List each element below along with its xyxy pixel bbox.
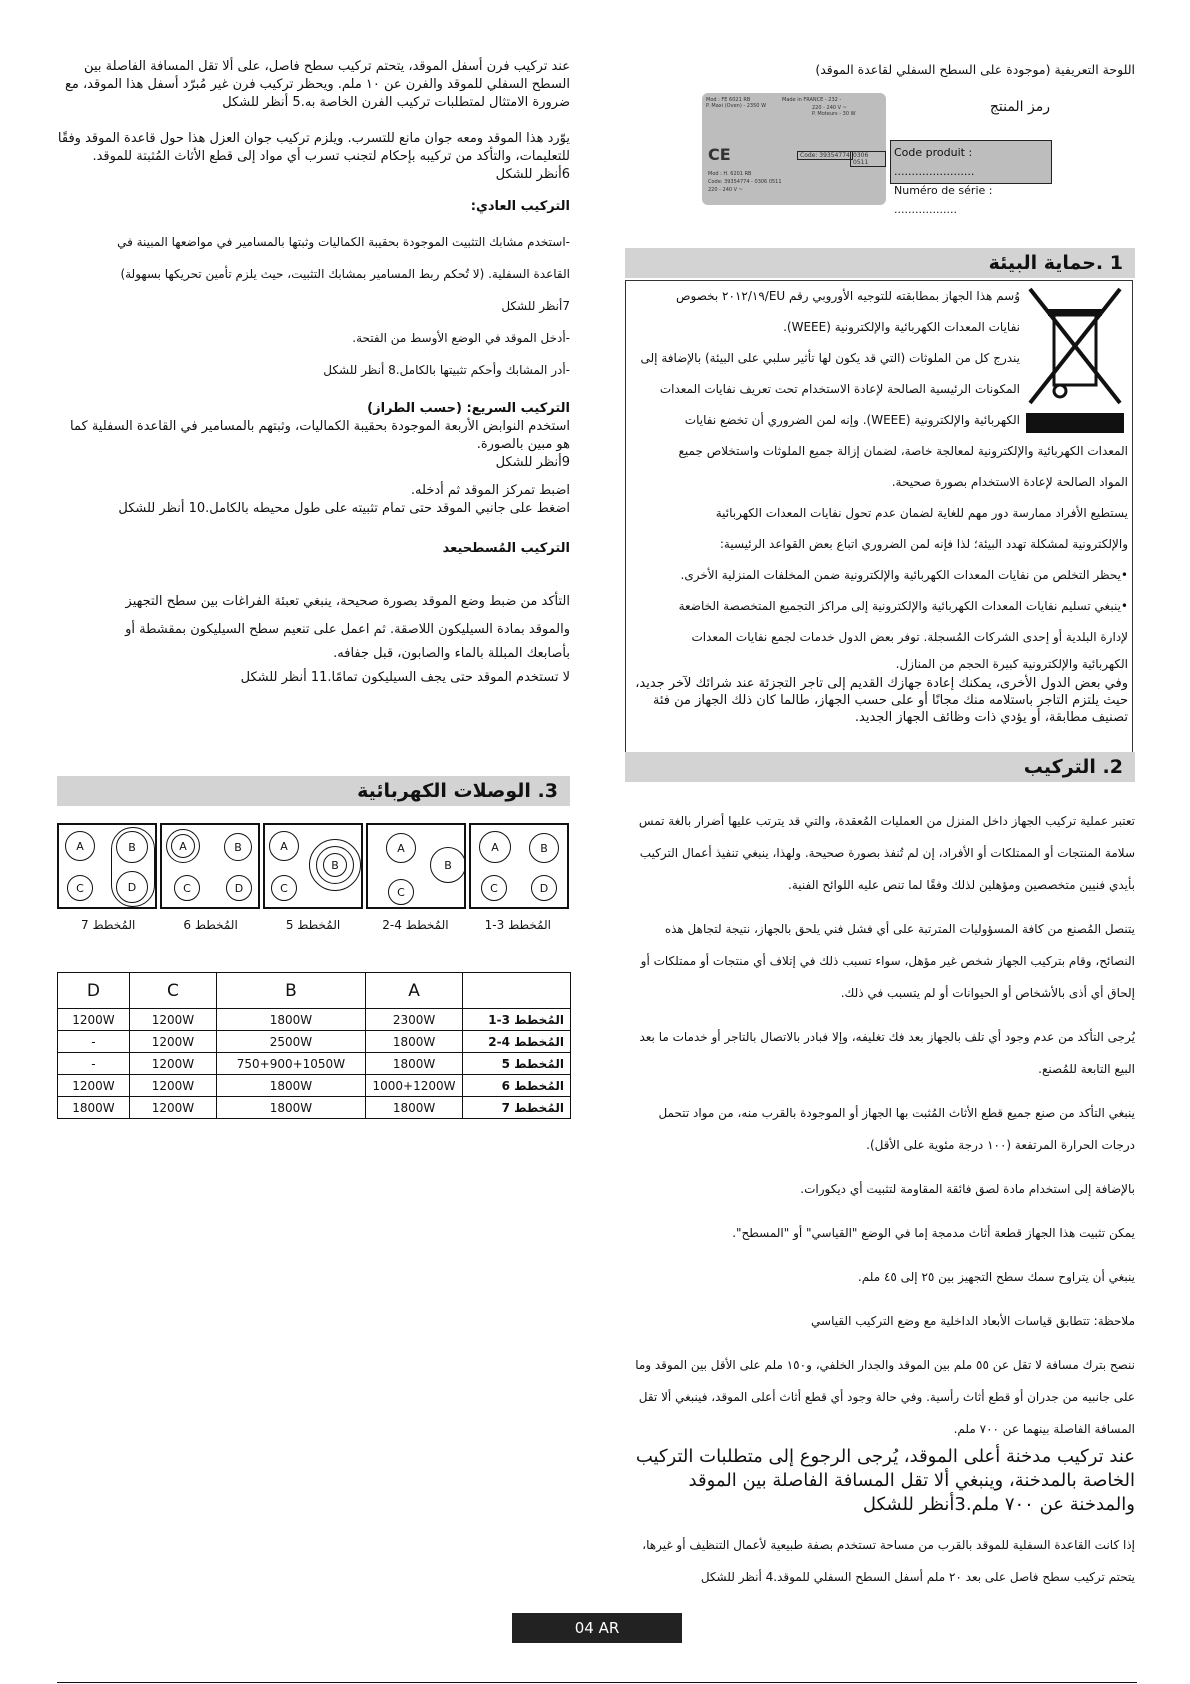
plate-line: Mod : FE 6021 RB: [706, 97, 751, 103]
plate-line: Code: 39354774 - 0306 0511: [708, 179, 782, 185]
table-cell: 750+900+1050W: [217, 1053, 366, 1075]
zone-a-outer: [166, 829, 200, 863]
table-cell: -: [58, 1053, 130, 1075]
hob-diagrams: [57, 823, 569, 909]
table-cell: المُخطط 5: [463, 1053, 571, 1075]
env-line: الكهربائية والإلكترونية كبيرة الحجم من المنازل.: [895, 657, 1128, 671]
install-para: ينبغي أن يتراوح سمك سطح التجهيز بين ٢٥ إلى ٤٥ ملم.: [857, 1270, 1135, 1284]
install-para: يتنصل المُصنع من كافة المسؤوليات المترتبة على أي فشل فني يلحق بالجهاز، نتيجة لتجاهل هذه النصائح، وقام بتركيب الجهاز شخص غير مؤهل، سواء تسبب ذلك في إتلاف أي منتجات أو ممتلكات أو إلحاق أي أذى بالأشخاص أو الحيوانات أو لم يتسبب في ذلك.: [640, 922, 1135, 1000]
install-para: ننصح بترك مسافة لا تقل عن ٥٥ ملم بين الموقد والجدار الخلفي، و١٥٠ ملم على الأقل بين الموقد وما على جانبيه من جدران أو قطع أثاث رأسية. وفي حالة وجود أي قطع أثاث أعلى الموقد، فينبغي ألا تقل المسافة الفاصلة بينهما عن ٧٠٠ ملم.: [635, 1358, 1135, 1436]
installation-text: [625, 805, 1135, 1593]
zone-b: B: [430, 847, 466, 883]
env-line: المعدات الكهربائية والإلكترونية لمعالجة خاصة، لضمان إزالة جميع الملوثات واستخلاص جميع: [678, 444, 1128, 458]
step: -استخدم مشابك التثبيت الموجودة بحقيبة الكماليات وثبتها بالمسامير في مواضعها المبينة في: [117, 235, 570, 249]
table-row: [58, 1009, 571, 1031]
flush-install-title: التركيب المُسطحيعد: [442, 541, 570, 556]
zone-d: D: [116, 871, 148, 903]
zone-b: B: [224, 833, 252, 861]
quick-fig: 9أنظر للشكل: [495, 455, 570, 470]
install-para: ينبغي التأكد من صنع جميع قطع الأثاث المُثبت بها الجهاز أو الموجودة بالقرب منه، من مواد تتحمل درجات الحرارة المرتفعة (١٠٠ درجة مئوية على الأقل).: [658, 1106, 1135, 1152]
table-row: [58, 1053, 571, 1075]
flush-line: والموقد بمادة السيليكون اللاصقة. ثم اعمل على تنعيم سطح السيليكون بمقشطة أو: [125, 622, 570, 637]
plate-line: Code: 39354774: [797, 151, 853, 160]
install-para: تعتبر عملية تركيب الجهاز داخل المنزل من العمليات المُعقدة، والتي قد يترتب عليها أضرار بالغة تمس سلامة المنتجات أو الممتلكات أو الأفراد، إن لم تُنفذ بصورة صحيحة. ولهذا، ينبغي تنفيذ أعمال التركيب بأيدي فنيين متخصصين ومؤهلين لذلك وفقًا لما تنص عليه اللوائح الفنية.: [638, 814, 1135, 892]
section-electrical-title: 3. الوصلات الكهربائية: [57, 776, 570, 806]
table-cell: 1800W: [365, 1097, 462, 1119]
section-environment-title: 1 .حماية البيئة: [625, 248, 1135, 278]
diagram-label: المُخطط 7: [81, 918, 136, 932]
env-line: المكونات الرئيسية الصالحة لإعادة الاستخدام تحت تعريف نفايات المعدات: [659, 382, 1020, 396]
env-top-text: [630, 281, 1020, 436]
zone-a: A: [269, 831, 299, 861]
install-para: بالإضافة إلى استخدام مادة لصق فائقة المقاومة لتثبيت أي ديكورات.: [800, 1182, 1135, 1196]
oven-para: عند تركيب فرن أسفل الموقد، يتحتم تركيب سطح فاصل، على ألا تقل المسافة الفاصلة بين السطح السفلي للموقد والفرن عن ١٠ ملم. ويحظر تركيب فرن غير مُبرّد أسفل هذا الموقد، مع ضرورة الامتثال لمتطلبات تركيب الفرن الخاصة به.5 أنظر للشكل: [64, 59, 570, 110]
env-tail: وفي بعض الدول الأخرى، يمكنك إعادة جهازك القديم إلى تاجر التجزئة عند شرائك لآخر جديد، حيث يلتزم التاجر باستلامه منك مجانًا أو على حسب الجهاز، طالما كان ذلك الجهاز من فئة تصنيف مطابقة، أو يؤدي ذات وظائف الجهاز الجديد.: [635, 676, 1128, 725]
table-cell: 1200W: [58, 1075, 130, 1097]
diagram-5: [263, 823, 363, 909]
plate-line: P. Moteurs - 30 W: [812, 111, 856, 117]
normal-install-steps: [57, 226, 570, 386]
env-body-text: [630, 436, 1128, 726]
plate-line: 220 - 240 V ~: [812, 105, 847, 111]
footer-rule: [57, 1682, 1137, 1683]
table-cell: المُخطط 6: [463, 1075, 571, 1097]
diagram-4-2: [366, 823, 466, 909]
table-cell: 1800W: [365, 1031, 462, 1053]
zone-b: B: [323, 853, 347, 877]
zone-a: A: [171, 834, 195, 858]
plate-line: 0306 0511: [850, 151, 886, 167]
table-cell: 1000+1200W: [365, 1075, 462, 1097]
table-cell: المُخطط 7: [463, 1097, 571, 1119]
env-line: نفايات المعدات الكهربائية والإلكترونية (WEEE).: [783, 320, 1020, 334]
install-para: يُرجى التأكد من عدم وجود أي تلف بالجهاز بعد فك تغليفه، وإلا فبادر بالاتصال بالتاجر أو خدمات ما بعد البيع التابعة للمُصنع.: [639, 1030, 1135, 1076]
col-layout: [463, 973, 571, 1009]
plate-line: 220 - 240 V ~: [708, 187, 743, 193]
zone-d: D: [226, 875, 252, 901]
table-cell: 1200W: [58, 1009, 130, 1031]
product-code-label: رمز المنتج: [989, 99, 1050, 115]
plate-line: Made in FRANCE - 232 -: [782, 97, 842, 103]
code-produit: Code produit : .......................: [894, 146, 975, 178]
environment-box: [625, 280, 1133, 760]
section-installation-title: 2. التركيب: [625, 752, 1135, 782]
install-para: ملاحظة: تتطابق قياسات الأبعاد الداخلية مع وضع التركيب القياسي: [811, 1314, 1135, 1328]
diagram-labels: [57, 918, 569, 932]
step: -أدخل الموقد في الوضع الأوسط من الفتحة.: [352, 331, 570, 345]
table-row: [58, 1031, 571, 1053]
step: -أدر المشابك وأحكم تثبيتها بالكامل.8 أنظر للشكل: [323, 363, 570, 377]
table-cell: المُخطط 4-2: [463, 1031, 571, 1053]
press-text: اضغط على جانبي الموقد حتى تمام تثبيته على طول محيطه بالكامل.10 أنظر للشكل: [118, 501, 570, 516]
env-line: لإدارة البلدية أو إحدى الشركات المُسجلة. توفر بعض الدول خدمات لجمع نفايات المعدات: [691, 630, 1128, 644]
zone-a: A: [479, 831, 511, 863]
table-cell: 1800W: [217, 1009, 366, 1031]
zone-b: B: [529, 833, 559, 863]
env-line: والإلكترونية لمشكلة تهدد البيئة؛ لذا فإنه لمن الضروري اتباع بعض القواعد الرئيسية:: [719, 537, 1128, 551]
table-cell: 1800W: [58, 1097, 130, 1119]
zone-c: C: [388, 879, 414, 905]
env-line: وُسم هذا الجهاز بمطابقته للتوجيه الأوروبي رقم EU/٢٠١٢/١٩ بخصوص: [676, 289, 1020, 303]
env-line: •ينبغي تسليم نفايات المعدات الكهربائية والإلكترونية إلى مراكز التجميع المتخصصة الخاضعة: [678, 599, 1128, 613]
col-d: D: [58, 973, 130, 1009]
env-line: يندرج كل من الملوثات (التي قد يكون لها تأثير سلبي على البيئة) بالإضافة إلى: [640, 351, 1020, 365]
step: 7أنظر للشكل: [501, 299, 570, 313]
plate-line: P. Maxi (Oven) - 2350 W: [706, 103, 767, 109]
install-para: إذا كانت القاعدة السفلية للموقد بالقرب من مساحة تستخدم بصفة طبيعية لأعمال التنظيف أو غيرها، يتحتم تركيب سطح فاصل على بعد ٢٠ ملم أسفل السطح السفلي للموقد.4 أنظر للشكل: [642, 1538, 1135, 1584]
col-a: A: [365, 973, 462, 1009]
table-cell: 1200W: [129, 1031, 216, 1053]
table-cell: 1800W: [365, 1053, 462, 1075]
table-row: [58, 1075, 571, 1097]
col-c: C: [129, 973, 216, 1009]
numero-serie: Numéro de série : ..................: [894, 184, 993, 216]
zone-a: A: [386, 833, 416, 863]
diagram-7: [57, 823, 157, 909]
table-cell: 1200W: [129, 1009, 216, 1031]
table-cell: 2500W: [217, 1031, 366, 1053]
table-cell: 2300W: [365, 1009, 462, 1031]
diagram-label: المُخطط 5: [285, 918, 341, 932]
flush-line: بأصابعك المبللة بالماء والصابون، قبل جفافه.: [333, 646, 570, 661]
diagram-label: المُخطط 4-2: [382, 918, 449, 932]
chimney-note: عند تركيب مدخنة أعلى الموقد، يُرجى الرجوع إلى متطلبات التركيب الخاصة بالمدخنة، وينبغي ألا تقل المسافة الفاصلة بين الموقد والمدخنة عن ٧٠٠ ملم.3أنظر للشكل: [635, 1446, 1135, 1515]
zone-b: B: [116, 831, 148, 863]
flush-text: [57, 588, 570, 692]
table-cell: 1800W: [217, 1075, 366, 1097]
quick-install-title: التركيب السريع: (حسب الطراز): [367, 401, 570, 416]
crossed-bin-icon: [1026, 285, 1124, 435]
table-cell: 1200W: [129, 1053, 216, 1075]
zone-d: D: [531, 875, 557, 901]
center-text: اضبط تمركز الموقد ثم أدخله.: [410, 483, 570, 498]
col-b: B: [217, 973, 366, 1009]
env-line: •يحظر التخلص من نفايات المعدات الكهربائية والإلكترونية ضمن المخلفات المنزلية الأخرى.: [680, 568, 1128, 582]
flush-line: لا تستخدم الموقد حتى يجف السيليكون تمامًا.11 أنظر للشكل: [240, 670, 570, 685]
table-row: [58, 1097, 571, 1119]
normal-install-title: التركيب العادي:: [470, 199, 570, 214]
rating-heading: اللوحة التعريفية (موجودة على السطح السفلي لقاعدة الموقد): [815, 62, 1135, 77]
zone-c: C: [174, 875, 200, 901]
plate-line: Mod : H. 6201 RB: [708, 171, 752, 177]
zone-b-outer: [309, 839, 361, 891]
diagram-6: [160, 823, 260, 909]
table-cell: -: [58, 1031, 130, 1053]
seal-para: يوّرد هذا الموقد ومعه جوان مانع للتسرب. ويلزم تركيب جوان العزل هذا حول قاعدة الموقد وفقًا للتعليمات، والتأكد من تركيبه بإحكام لتجنب تسرب أي مواد إلى قطع الأثاث المُثبتة للموقد. 6أنظر للشكل: [57, 131, 570, 182]
env-line: المواد الصالحة لإعادة الاستخدام بصورة صحيحة.: [891, 475, 1128, 489]
zone-c: C: [481, 875, 507, 901]
diagram-label: المُخطط 6: [183, 918, 238, 932]
page-number: 04 AR: [512, 1613, 682, 1643]
flush-line: التأكد من ضبط وضع الموقد بصورة صحيحة، ينبغي تعبئة الفراغات بين سطح التجهيز: [125, 594, 570, 609]
diagram-label: المُخطط 3-1: [484, 918, 551, 932]
table-cell: المُخطط 3-1: [463, 1009, 571, 1031]
install-para: يمكن تثبيت هذا الجهاز قطعة أثاث مدمجة إما في الوضع "القياسي" أو "المسطح".: [732, 1226, 1135, 1240]
zone-c: C: [67, 875, 93, 901]
env-line: الكهربائية والإلكترونية (WEEE). وإنه لمن الضروري أن تخضع نفايات: [684, 413, 1020, 427]
power-table: [57, 972, 571, 1119]
zone-b-mid: [316, 846, 354, 884]
diagram-3-1: [469, 823, 569, 909]
ce-mark: CE: [708, 145, 731, 164]
left-text: [57, 58, 570, 692]
table-cell: 1200W: [129, 1075, 216, 1097]
zone-c: C: [271, 875, 297, 901]
table-cell: 1800W: [217, 1097, 366, 1119]
quick-install-text: استخدم النوابض الأربعة الموجودة بحقيبة الكماليات، وثبتهم بالمسامير في القاعدة السفلية كما هو مبين بالصورة.: [70, 419, 570, 452]
rating-plate-image: [702, 93, 886, 205]
env-line: يستطيع الأفراد ممارسة دور مهم للغاية لضمان عدم تحول نفايات المعدات الكهربائية: [715, 506, 1128, 520]
zone-a: A: [65, 831, 95, 861]
step: القاعدة السفلية. (لا تُحكم ربط المسامير بمشابك التثبيت، حيث يلزم تأمين تحريكها بسهولة): [120, 267, 570, 281]
code-box: [890, 140, 1052, 216]
table-cell: 1200W: [129, 1097, 216, 1119]
